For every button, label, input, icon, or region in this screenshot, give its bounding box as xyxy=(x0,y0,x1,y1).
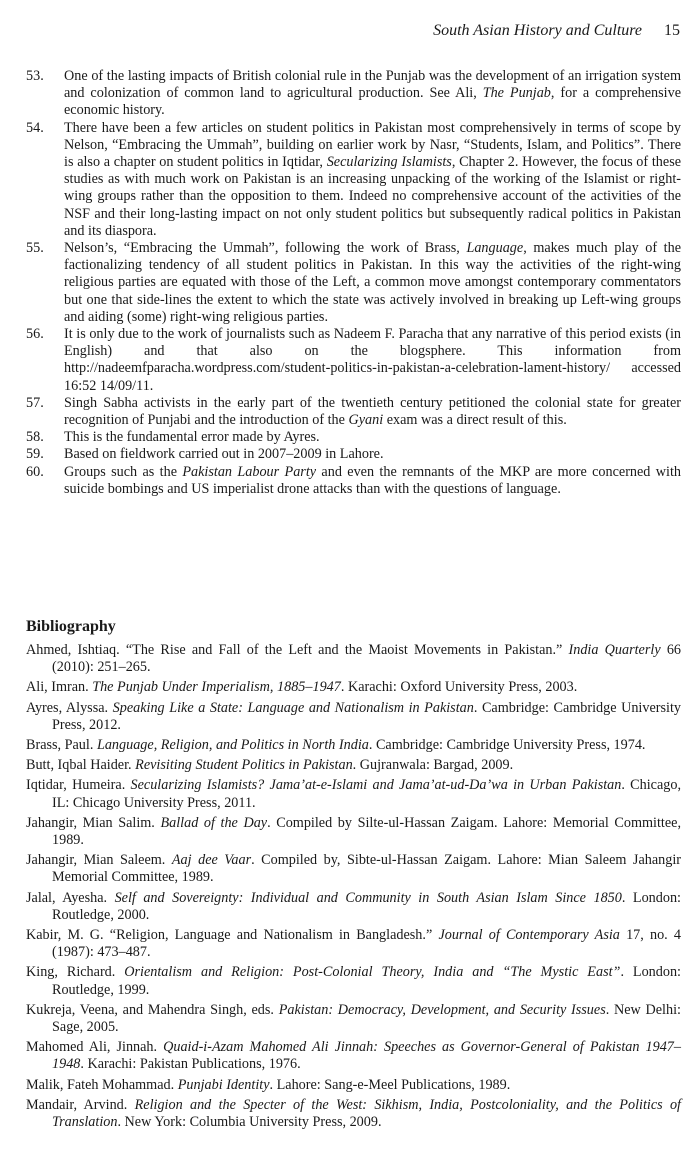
bibliography-list xyxy=(26,642,681,1134)
bibliography-entry: King, Richard. Orientalism and Religion: Post-Colonial Theory, India and “The Mystic East”. London: Routledge, 1999. xyxy=(26,964,681,998)
endnote-text: Based on fieldwork carried out in 2007–2009 in Lahore. xyxy=(64,446,384,463)
endnote-text: There have been a few articles on student politics in Pakistan most comprehensively in terms of scope by Nelson, “Embracing the Ummah”, building on earlier work by Nasr, “Students, Islam, and Politics”. There is also a chapter on student politics in Iqtidar, Secularizing Islamists, Chapter 2. However, the focus of these studies as with much work on Pakistan is an increasing unpacking of the working of the Islamist or right-wing groups rather than the opposition to them. Indeed no comprehensive account of the activities of the NSF and their long-lasting impact on not only student politics but subsequently radical politics in Pakistan and its diaspora. xyxy=(64,119,682,239)
bibliography-entry: Kukreja, Veena, and Mahendra Singh, eds. Pakistan: Democracy, Development, and Security Issues. New Delhi: Sage, 2005. xyxy=(26,1001,681,1036)
endnote-number: 57. xyxy=(26,394,44,411)
bibliography-entry: Malik, Fateh Mohammad. Punjabi Identity. Lahore: Sang-e-Meel Publications, 1989. xyxy=(26,1076,511,1093)
endnote-text: One of the lasting impacts of British colonial rule in the Punjab was the development of an irrigation system and colonization of common land to agricultural production. See Ali, The Punjab, for a comprehensive economic history. xyxy=(64,68,681,119)
bibliography-entry: Jahangir, Mian Saleem. Aaj dee Vaar. Compiled by, Sibte-ul-Hassan Zaigam. Lahore: Mian Saleem Jahangir Memorial Committee, 1989. xyxy=(26,852,681,886)
endnote-text: It is only due to the work of journalists such as Nadeem F. Paracha that any narrative of this period exists (in English) and that also on the blogsphere. This information from http://nadeemfparacha.wordpress.com/student-politics-in-pakistan-a-celebration-lament-history/ accessed 16:52 14/09/11. xyxy=(64,326,681,394)
endnote xyxy=(26,464,681,498)
bibliography-heading: Bibliography xyxy=(26,618,116,635)
bibliography-entry: Iqtidar, Humeira. Secularizing Islamists? Jama’at-e-Islami and Jama’at-ud-Da’wa in Urban Pakistan. Chicago, IL: Chicago University Press, 2011. xyxy=(26,777,681,811)
running-header xyxy=(433,22,680,40)
endnote-number: 59. xyxy=(26,446,44,463)
bibliography-entry: Mandair, Arvind. Religion and the Specter of the West: Sikhism, India, Postcoloniality, and the Politics of Translation. New York: Columbia University Press, 2009. xyxy=(26,1096,681,1131)
endnote xyxy=(26,68,681,120)
page-number: 15 xyxy=(664,22,680,39)
endnote xyxy=(26,120,681,240)
endnote-number: 58. xyxy=(26,429,44,446)
endnotes-list xyxy=(26,68,681,498)
bibliography-entry: Mahomed Ali, Jinnah. Quaid-i-Azam Mahomed Ali Jinnah: Speeches as Governor-General of Pakistan 1947–1948. Karachi: Pakistan Publications, 1976. xyxy=(26,1039,681,1073)
endnote-number: 54. xyxy=(26,119,44,136)
endnote xyxy=(26,240,681,326)
bibliography-entry: Ayres, Alyssa. Speaking Like a State: Language and Nationalism in Pakistan. Cambridge: Cambridge University Press, 2012. xyxy=(26,699,681,733)
journal-title: South Asian History and Culture xyxy=(433,22,642,39)
bibliography-entry: Butt, Iqbal Haider. Revisiting Student Politics in Pakistan. Gujranwala: Bargad, 2009. xyxy=(26,757,514,774)
endnote xyxy=(26,429,681,446)
bibliography-entry: Jahangir, Mian Salim. Ballad of the Day. Compiled by Silte-ul-Hassan Zaigam. Lahore: Memorial Committee, 1989. xyxy=(26,814,681,849)
endnote xyxy=(26,446,681,463)
bibliography-entry: Ahmed, Ishtiaq. “The Rise and Fall of the Left and the Maoist Movements in Pakistan.” India Quarterly 66 (2010): 251–265. xyxy=(26,642,682,676)
bibliography-entry: Brass, Paul. Language, Religion, and Politics in North India. Cambridge: Cambridge University Press, 1974. xyxy=(26,737,646,754)
endnote-number: 53. xyxy=(26,68,44,84)
endnote-text: Singh Sabha activists in the early part of the twentieth century petitioned the colonial state for greater recognition of Punjabi and the introduction of the Gyani exam was a direct result of this. xyxy=(64,394,681,429)
endnote xyxy=(26,395,681,429)
endnote-text: Nelson’s, “Embracing the Ummah”, following the work of Brass, Language, makes much play of the factionalizing tendency of all student politics in Pakistan. In this way the activities of the right-wing religious parties are equated with those of the Left, a common move amongst contemporary commentators but one that side-lines the extent to which the state was actively involved in breaking up Left-wing groups and aiding (some) right-wing religious parties. xyxy=(64,240,681,325)
bibliography-entry: Jalal, Ayesha. Self and Sovereignty: Individual and Community in South Asian Islam Since 1850. London: Routledge, 2000. xyxy=(26,889,681,923)
endnote-number: 56. xyxy=(26,326,44,343)
endnote-text: Groups such as the Pakistan Labour Party and even the remnants of the MKP are more concerned with suicide bombings and US imperialist drone attacks than with the questions of language. xyxy=(64,463,681,497)
bibliography-entry: Ali, Imran. The Punjab Under Imperialism, 1885–1947. Karachi: Oxford University Press, 2003. xyxy=(26,679,578,696)
endnote-text: This is the fundamental error made by Ayres. xyxy=(64,429,320,446)
bibliography-entry: Kabir, M. G. “Religion, Language and Nationalism in Bangladesh.” Journal of Contemporary Asia 17, no. 4 (1987): 473–487. xyxy=(26,927,682,961)
endnote-number: 55. xyxy=(26,240,44,257)
endnote-number: 60. xyxy=(26,463,44,480)
endnote xyxy=(26,326,681,395)
